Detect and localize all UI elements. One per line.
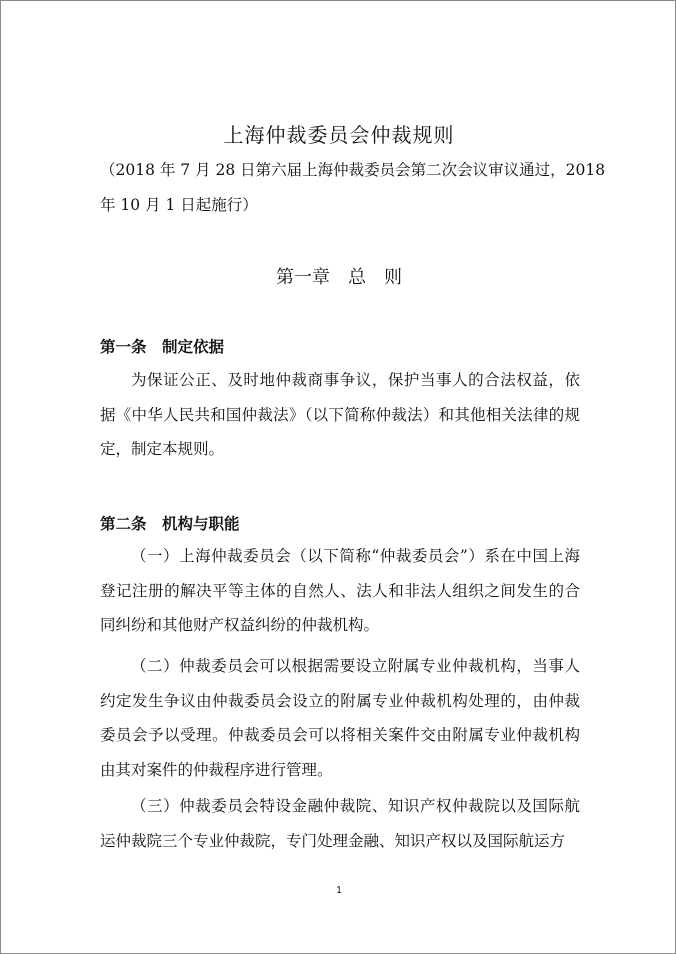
chapter-title: 第一章 总 则	[276, 267, 402, 288]
document-subtitle-line2: 年 10 月 1 日起施行）	[100, 196, 258, 214]
page-number: 1	[336, 885, 342, 896]
article-2-paragraph-3: （三）仲裁委员会特设金融仲裁院、知识产权仲裁院以及国际航运仲裁院三个专业仲裁院，专门处理金融、知识产权以及国际航运方	[100, 797, 580, 850]
article-1-heading: 第一条 制定依据	[100, 337, 225, 356]
article-2-paragraph-2: （二）仲裁委员会可以根据需要设立附属专业仲裁机构，当事人约定发生争议由仲裁委员会设立的附属专业仲裁机构处理的，由仲裁委员会予以受理。仲裁委员会可以将相关案件交由附属专业仲裁机构由其对案件的仲裁程序进行管理。	[100, 657, 580, 779]
article-2-heading: 第二条 机构与职能	[100, 514, 240, 533]
article-2-paragraph-1: （一）上海仲裁委员会（以下简称“仲裁委员会”）系在中国上海登记注册的解决平等主体的自然人、法人和非法人组织之间发生的合同纠纷和其他财产权益纠纷的仲裁机构。	[100, 547, 580, 634]
article-1-paragraph-1: 为保证公正、及时地仲裁商事争议，保护当事人的合法权益，依据《中华人民共和国仲裁法》（以下简称仲裁法）和其他相关法律的规定，制定本规则。	[100, 371, 580, 458]
document-title: 上海仲裁委员会仲裁规则	[223, 123, 455, 147]
document-subtitle-line1: （2018 年 7 月 28 日第六届上海仲裁委员会第二次会议审议通过，2018	[100, 161, 606, 179]
